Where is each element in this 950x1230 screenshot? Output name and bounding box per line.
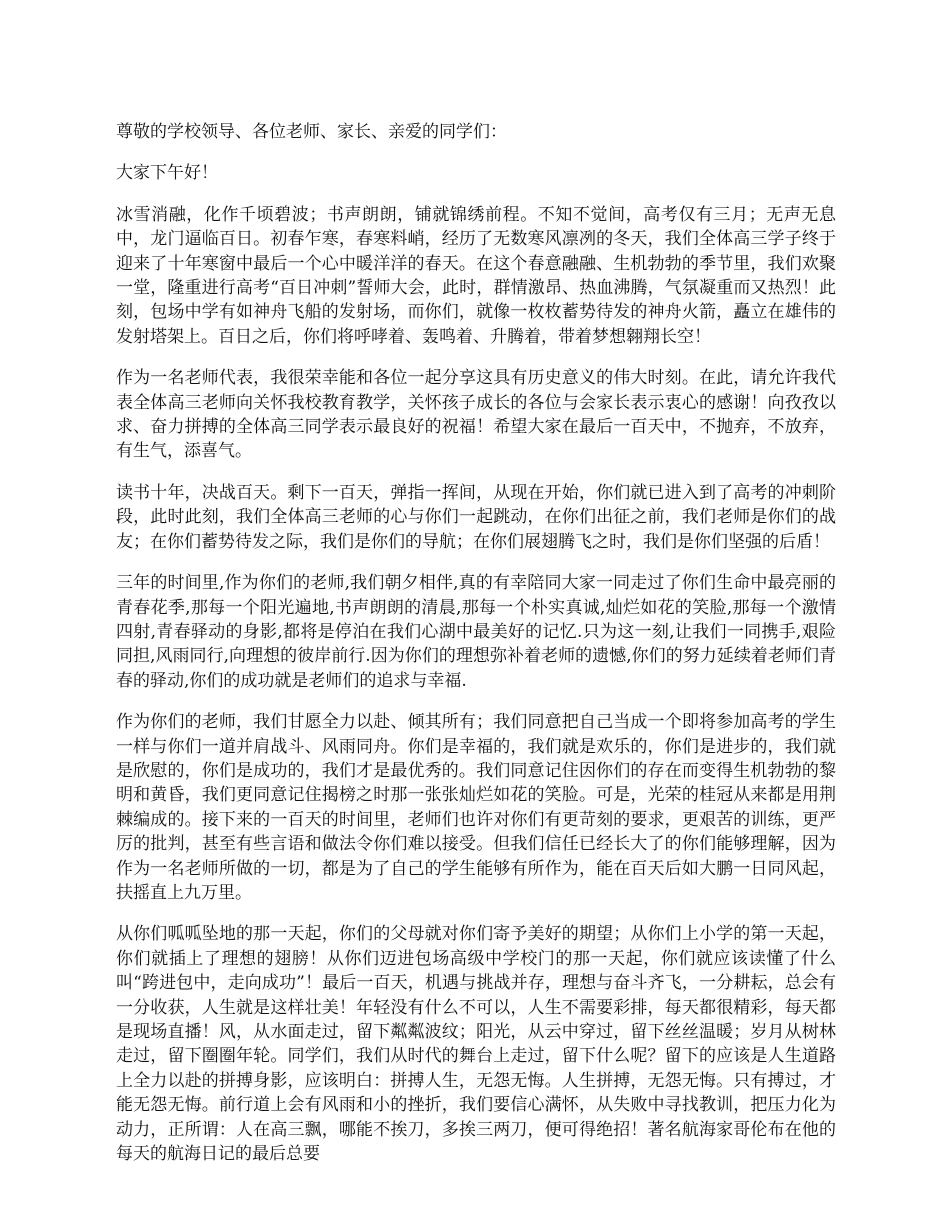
paragraph-teacher-representative: 作为一名老师代表，我很荣幸能和各位一起分享这具有历史意义的伟大时刻。在此，请允许我代表全体高三老师向关怀我校教育教学，关怀孩子成长的各位与会家长表示衷心的感谢！向孜孜以求、奋力拼搏的全体高三同学表示最良好的祝福！希望大家在最后一百天中，不抛弃，不放弃，有生气，添喜气。 (116, 368, 836, 462)
paragraph-teacher-commitment: 作为你们的老师，我们甘愿全力以赴、倾其所有；我们同意把自己当成一个即将参加高考的学生一样与你们一道并肩战斗、风雨同舟。你们是幸福的，我们就是欢乐的，你们是进步的，我们就是欣慰的，你们是成功的，我们才是最优秀的。我们同意记住因你们的存在而变得生机勃勃的黎明和黄昏，我们更同意记住揭榜之时那一张张灿烂如花的笑脸。可是，光荣的桂冠从来都是用荆棘编成的。接下来的一百天的时间里，老师们也许对你们有更苛刻的要求，更艰苦的训练，更严厉的批判，甚至有些言语和做法令你们难以接受。但我们信任已经长大了的你们能够理解，因为作为一名老师所做的一切，都是为了自己的学生能够有所作为，能在百天后如大鹏一日同风起，扶摇直上九万里。 (116, 712, 836, 903)
paragraph-spring-opening: 冰雪消融，化作千顷碧波；书声朗朗，铺就锦绣前程。不知不觉间，高考仅有三月；无声无息中，龙门逼临百日。初春乍寒，春寒料峭，经历了无数寒风凛冽的冬天，我们全体高三学子终于迎来了十年寒窗中最后一个心中暖洋洋的春天。在这个春意融融、生机勃勃的季节里，我们欢聚一堂，隆重进行高考“百日冲刺”誓师大会，此时，群情激昂、热血沸腾，气氛凝重而又热烈！此刻，包场中学有如神舟飞船的发射场，而你们，就像一枚枚蓄势待发的神舟火箭，矗立在雄伟的发射塔架上。百日之后，你们将呼哮着、轰鸣着、升腾着，带着梦想翱翔长空！ (116, 204, 836, 347)
greeting: 大家下午好！ (116, 163, 218, 184)
paragraph-three-years: 三年的时间里,作为你们的老师,我们朝夕相伴,真的有幸陪同大家一同走过了你们生命中最亮丽的青春花季,那每一个阳光遍地,书声朗朗的清晨,那每一个朴实真诚,灿烂如花的笑脸,那每一个激情四射,青春驿动的身影,都将是停泊在我们心湖中最美好的记忆.只为这一刻,让我们一同携手,艰险同担,风雨同行,向理想的彼岸前行.因为你们的理想弥补着老师的遗憾,你们的努力延续着老师们青春的驿动,你们的成功就是老师们的追求与幸福. (116, 573, 836, 691)
document-body (116, 120, 836, 1183)
paragraph-final-hundred-days: 读书十年，决战百天。剩下一百天，弹指一挥间，从现在开始，你们就已进入到了高考的冲刺阶段，此时此刻，我们全体高三老师的心与你们一起跳动，在你们出征之前，我们老师是你们的战友；在你们蓄势待发之际，我们是你们的导航；在你们展翅腾飞之时，我们是你们坚强的后盾！ (116, 482, 836, 552)
salutation: 尊敬的学校领导、各位老师、家长、亲爱的同学们： (116, 122, 507, 142)
paragraph-parents-hopes: 从你们呱呱坠地的那一天起，你们的父母就对你们寄予美好的期望；从你们上小学的第一天起，你们就插上了理想的翅膀！从你们迈进包场高级中学校门的那一天起，你们就应该读懂了什么叫“跨进包中，走向成功”！最后一百天，机遇与挑战并存，理想与奋斗齐飞，一分耕耘，总会有一分收获，人生就是这样壮美！年轻没有什么不可以，人生不需要彩排，每天都很精彩，每天都是现场直播！风，从水面走过，留下粼粼波纹；阳光，从云中穿过，留下丝丝温暖；岁月从树林走过，留下圈圈年轮。同学们，我们从时代的舞台上走过，留下什么呢？留下的应该是人生道路上全力以赴的拼搏身影，应该明白：拼搏人生，无怨无悔。人生拼搏，无怨无悔。只有搏过，才能无怨无悔。前行道上会有风雨和小的挫折，我们要信心满怀，从失败中寻找教训，把压力化为动力，正所谓：人在高三飘，哪能不挨刀，多挨三两刀，便可得绝招！著名航海家哥伦布在他的每天的航海日记的最后总要 (116, 924, 836, 1165)
